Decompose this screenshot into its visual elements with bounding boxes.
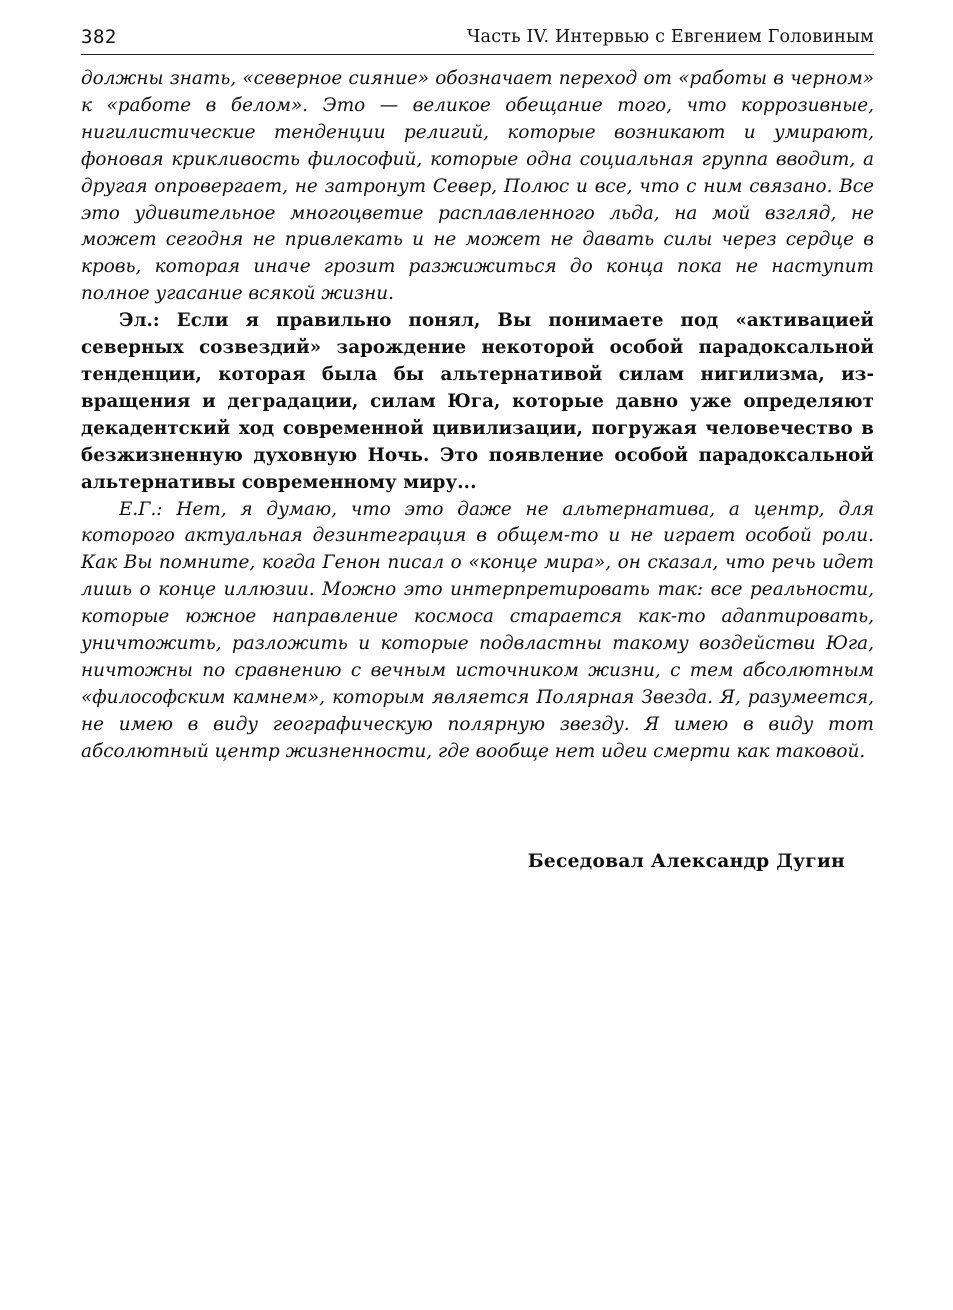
body-text: [81, 66, 874, 766]
chapter-title: Часть IV. Интервью с Евгением Головиным: [466, 27, 874, 47]
running-head: [81, 24, 874, 55]
paragraph-answer-continued: должны знать, «северное сияние» обозначает переход от «работы в черном» к «работе в белом». Это — великое обещание того, что коррозивные, нигилистические тенденции религий, которые возникают и умирают, фоновая крикливость философий, которые одна социальная группа вводит, а другая опровергает, не затронут Север, Полюс и все, что с ним связано. Все это удивительное многоцветие расплавленного льда, на мой взгляд, не может сегодня не привлекать и не может не давать силы через сердце в кровь, которая иначе грозит разжижиться до конца пока не наступит полное угасание всякой жизни.: [81, 68, 874, 305]
page-number: 382: [81, 26, 117, 48]
interviewer-signature: Беседовал Александр Дугин: [527, 851, 845, 872]
paragraph-question: Эл.: Если я правильно понял, Вы понимаете под «активацией северных созвездий» зарождение некоторой особой парадоксальной тенденции, которая была бы альтернативой силам нигилизма, извращения и деградации, силам Юга, которые давно уже определяют декадентский ход современной цивилизации, погружая человечество в безжизненную духовную Ночь. Это появление особой парадоксальной альтернативы современному миру...: [81, 310, 874, 493]
paragraph-answer: Е.Г.: Нет, я думаю, что это даже не альтернатива, а центр, для которого актуальная дезинтеграция в общем-то и не играет особой роли. Как Вы помните, когда Генон писал о «конце мира», он сказал, что речь идет лишь о конце иллюзии. Можно это интерпретировать так: все реальности, которые южное направление космоса старается как-то адаптировать, уничтожить, разложить и которые подвластны такому воздействи Юга, ничтожны по сравнению с вечным источником жизни, с тем абсолютным «философским камнем», которым является Полярная Звезда. Я, разумеется, не имею в виду географическую полярную звезду. Я имею в виду тот абсолютный центр жизненности, где вообще нет идеи смерти как таковой.: [81, 498, 874, 762]
